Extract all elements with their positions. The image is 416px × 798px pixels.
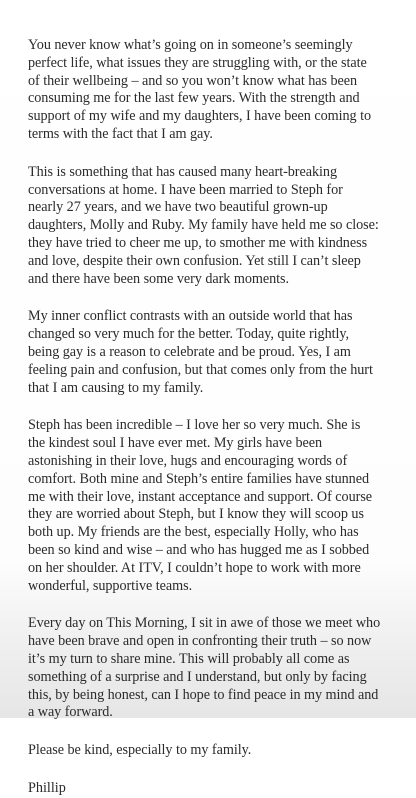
letter-paragraph-2: This is something that has caused many heart-breaking conversations at home. I have been married to Steph for nearly 27 years, and we have two beautiful grown-up daughters, Molly and Ruby. My family have held me so close: they have tried to cheer me up, to smother me with kindness and love, despite their own confusion. Yet still I can’t sleep and there have been some very dark moments. — [28, 163, 379, 287]
letter-signature: Phillip — [28, 779, 66, 796]
letter-closing: Please be kind, especially to my family. — [28, 742, 252, 759]
letter-paragraph-4: Steph has been incredible – I love her so very much. She is the kindest soul I have ever met. My girls have been astonishing in their love, hugs and encouraging words of comfort. Both mine and Steph’s entire families have stunned me with their love, instant acceptance and support. Of course they are worried about Steph, but I know they will scoop us both up. My friends are the best, especially Holly, who has been so kind and wise – and who has hugged me as I sobbed on her shoulder. At ITV, I couldn’t hope to work with more wonderful, supportive teams. — [28, 417, 373, 594]
letter-paragraph-1: You never know what’s going on in someone’s seemingly perfect life, what issues they are struggling with, or the state of their wellbeing – and so you won’t know what has been consuming me for the last few years. With the strength and support of my wife and my daughters, I have been coming to terms with the fact that I am gay. — [28, 37, 372, 142]
letter-paragraph-3: My inner conflict contrasts with an outside world that has changed so very much for the better. Today, quite rightly, being gay is a reason to celebrate and be proud. Yes, I am feeling pain and confusion, but that comes only from the hurt that I am causing to my family. — [28, 308, 373, 396]
letter-paragraph-5: Every day on This Morning, I sit in awe of those we meet who have been brave and open in confronting their truth – so now it’s my turn to share mine. This will probably all come as something of a surprise and I understand, but only by facing this, by being honest, can I hope to find peace in my mind and a way forward. — [28, 615, 381, 721]
